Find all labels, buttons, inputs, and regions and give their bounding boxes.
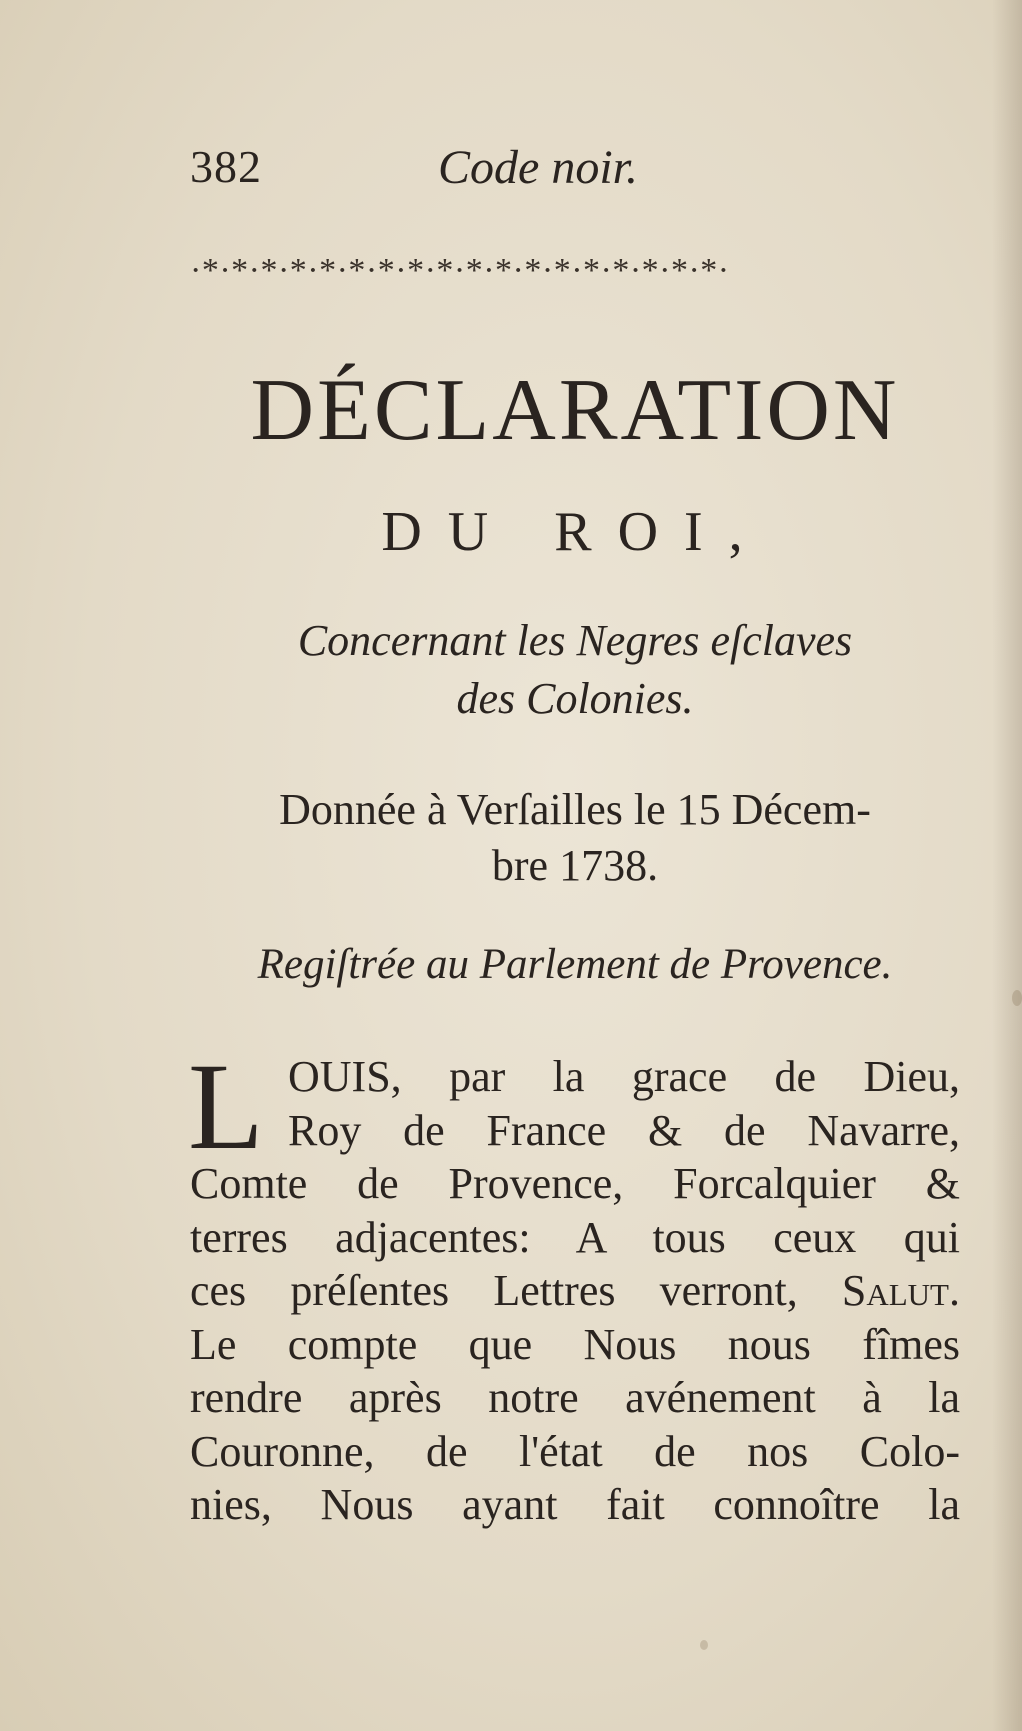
body-line: OUIS, par la grace de Dieu,	[288, 1052, 960, 1101]
running-title: Code noir.	[438, 141, 639, 194]
body-line: nies, Nous ayant fait connoître la	[190, 1480, 960, 1529]
body-line: Roy de France & de Navarre,	[288, 1105, 960, 1155]
page-subtitle: DU ROI,	[381, 501, 769, 563]
salut-word: Salut.	[841, 1266, 960, 1315]
page-number: 382	[190, 141, 262, 192]
page-title: DÉCLARATION	[250, 362, 900, 459]
paper-stain	[700, 1640, 708, 1650]
drop-cap: L	[188, 1038, 264, 1175]
body-text	[188, 1038, 960, 1532]
paper-stain	[1012, 990, 1022, 1006]
registration-line: Regiſtrée au Parlement de Provence.	[257, 941, 893, 988]
running-header	[190, 140, 950, 200]
date-line-1: Donnée à Verſailles le 15 Décem-	[279, 785, 871, 834]
body-line: Le compte que Nous nous fîmes	[190, 1319, 960, 1369]
date-line	[190, 782, 960, 894]
body-line-text: ces préſentes Lettres verront,	[190, 1266, 842, 1315]
subject-line-2: des Colonies.	[456, 674, 694, 723]
body-line: rendre après notre avénement à la	[190, 1373, 960, 1422]
gutter-shadow	[992, 0, 1022, 1731]
body-line: Couronne, de l'état de nos Colo-	[190, 1426, 960, 1476]
ornamental-rule: ·*·*·*·*·*·*·*·*·*·*·*·*·*·*·*·*·*·*·	[190, 252, 730, 289]
body-line: Comte de Provence, Forcalquier &	[190, 1159, 960, 1208]
body-line	[190, 1264, 960, 1318]
subject-line	[190, 612, 960, 728]
body-line: terres adjacentes: A tous ceux qui	[190, 1212, 960, 1262]
date-line-2: bre 1738.	[491, 841, 659, 890]
subject-line-1: Concernant les Negres eſclaves	[297, 616, 853, 665]
